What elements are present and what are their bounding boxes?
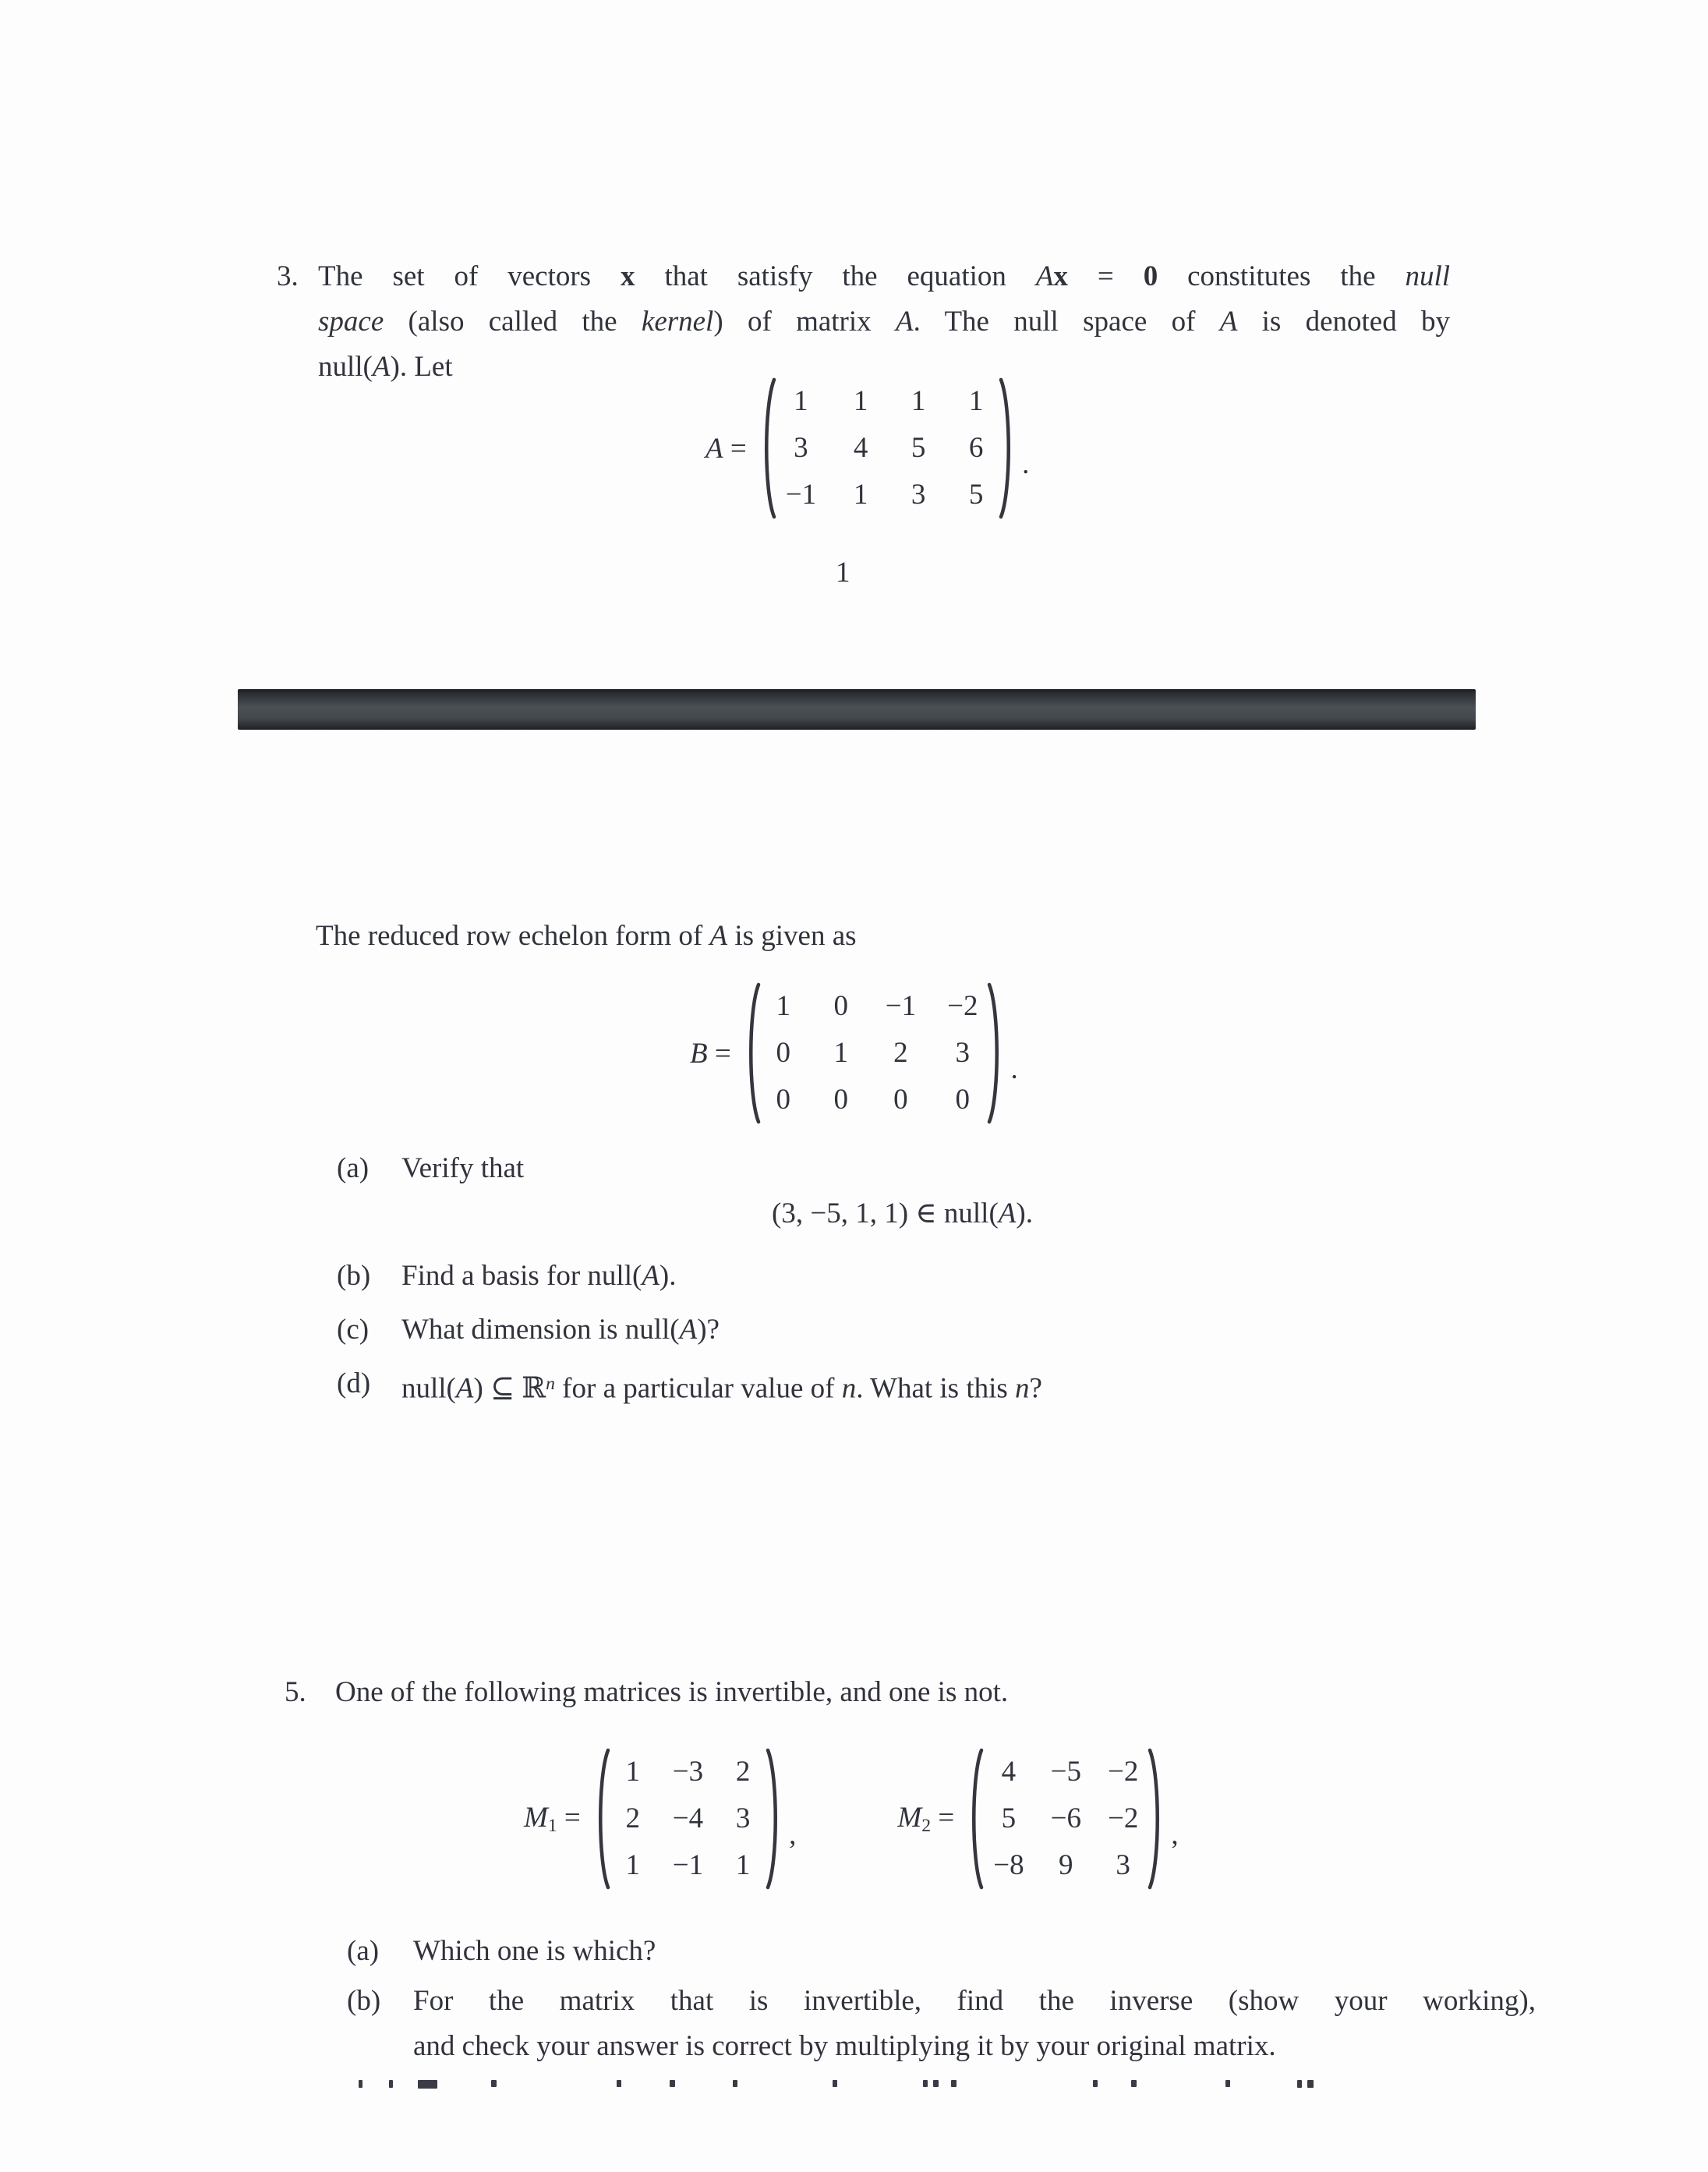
matrix-m1-equation [524,1746,796,1891]
matrix-cell: 1 [853,479,868,511]
matrix-cell: −4 [672,1802,704,1834]
rref-intro-line: The reduced row echelon form of A is given as [316,920,857,952]
question-3-paragraph [318,254,1450,390]
matrix-cell: 1 [794,385,808,417]
matrices-m1-m2-row [524,1746,1179,1891]
matrix-cell: −1 [885,990,917,1022]
matrix-cell: −2 [947,990,978,1022]
q5-sub-item-b [347,1979,1536,2069]
right-paren-icon [764,1746,784,1891]
left-paren-icon [758,376,778,521]
matrix-cell: −1 [785,479,817,511]
matrix-cell: 2 [625,1802,641,1834]
matrix-b-label: B = [690,1037,731,1070]
cutoff-glyph-fragment [1131,2080,1137,2087]
matrix-cell: 1 [968,385,984,417]
q5-sub-item-b-line-1: For the matrix that is invertible, find the inverse (show your working), [413,1985,1536,2017]
cutoff-glyph-fragment [1093,2080,1098,2087]
sub-item-d [337,1361,1042,1412]
matrix-cell: 1 [776,990,790,1022]
paragraph-line-1: The set of vectors x that satisfy the equation Ax = 0 constitutes the null [318,260,1450,292]
question-5-intro: One of the following matrices is invertible, and one is not. [335,1676,1009,1708]
sub-item-a-text: Verify that [401,1152,525,1184]
cutoff-glyph-fragment [670,2080,675,2087]
matrix-cell: −6 [1050,1802,1081,1834]
matrix-cell: 3 [955,1037,971,1069]
cutoff-glyph-fragment [418,2080,437,2089]
matrix-cell: −5 [1050,1756,1081,1788]
matrix-cell: −2 [1107,1756,1139,1788]
matrix-m2-equation [897,1746,1178,1891]
matrix-cell: 0 [776,1037,790,1069]
right-paren-icon [1146,1746,1166,1891]
matrix-cell: 1 [853,385,868,417]
right-paren-icon [997,376,1017,521]
matrix-cell: 0 [833,990,848,1022]
sub-item-c [337,1307,720,1353]
paragraph-line-2: space (also called the kernel) of matrix A. The null space of A is denoted by [318,306,1451,338]
cutoff-glyph-fragment [833,2080,837,2087]
cutoff-glyph-fragment [1297,2080,1302,2088]
cutoff-glyph-fragment [1225,2080,1230,2087]
question-5-item [285,1670,1501,1715]
left-paren-icon [592,1746,612,1891]
matrix-cell: 1 [625,1849,641,1881]
matrix-cell: 1 [911,385,926,417]
matrix-cell: 1 [625,1756,641,1788]
matrix-cell: −8 [993,1849,1024,1881]
left-paren-icon [965,1746,985,1891]
matrix-cell: 4 [853,432,868,464]
matrix-m1-punct: , [789,1818,797,1851]
matrix-b-grid [770,983,978,1123]
cutoff-line-fragments [0,2080,1708,2089]
q5-sub-item-a-text: Which one is which? [413,1935,656,1967]
page-separator-bar [238,689,1476,730]
matrix-cell: 5 [1001,1802,1017,1834]
q5-sub-item-b-line-2: and check your answer is correct by multiplying it by your original matrix. [413,2030,1276,2062]
cutoff-glyph-fragment [491,2080,497,2087]
question-3-number: 3. [277,260,299,292]
matrix-cell: 9 [1059,1849,1073,1881]
matrix-cell: 3 [1116,1849,1130,1881]
matrix-cell: 0 [955,1084,971,1116]
question-5-number: 5. [285,1676,306,1708]
sub-item-a-label: (a) [337,1152,370,1184]
matrix-cell: 1 [833,1037,848,1069]
cutoff-glyph-fragment [733,2080,737,2087]
matrix-cell: 5 [911,432,926,464]
matrix-cell: 3 [794,432,808,464]
page-number: 1 [836,557,850,589]
matrix-m2-label: $M_2$ = [897,1802,955,1836]
matrix-cell: 0 [893,1084,908,1116]
matrix-b-punct: . [1010,1052,1018,1085]
matrix-a-equation [705,376,1029,521]
matrix-a-punct: . [1022,447,1030,480]
right-paren-icon [985,981,1006,1126]
matrix-cell: 2 [735,1756,751,1788]
cutoff-glyph-fragment [933,2080,939,2087]
question-3-item [277,254,1450,390]
matrix-cell: 1 [735,1849,751,1881]
matrix-cell: 3 [911,479,926,511]
matrix-cell: 0 [776,1084,790,1116]
cutoff-glyph-fragment [1307,2080,1314,2088]
cutoff-glyph-fragment [923,2080,928,2087]
q5-sub-item-a-label: (a) [347,1935,380,1967]
matrix-m1-label: $M_1$ = [524,1802,581,1836]
cutoff-glyph-fragment [389,2080,393,2088]
matrix-cell: 6 [968,432,984,464]
null-membership-equation: (3, −5, 1, 1) ∈ null(A). [772,1197,1033,1229]
sub-item-b-label: (b) [337,1260,371,1292]
sub-item-d-text: null(A) ⊆ ℝ$^n$ for a particular value of n. What is this n? [401,1372,1042,1405]
sub-item-c-label: (c) [337,1314,370,1346]
sub-item-d-label: (d) [337,1367,371,1399]
q5-sub-item-b-label: (b) [347,1985,381,2017]
matrix-cell: −3 [672,1756,704,1788]
q5-sub-item-b-text [413,1979,1536,2069]
matrix-cell: 4 [1001,1756,1017,1788]
sub-item-b [337,1254,677,1299]
q5-sub-item-a [347,1929,656,1974]
cutoff-glyph-fragment [359,2080,362,2088]
matrix-cell: 2 [893,1037,908,1069]
matrix-m2-punct: , [1171,1818,1179,1851]
matrix-a-grid [786,378,989,518]
matrix-cell: −1 [672,1849,704,1881]
matrix-cell: 0 [833,1084,848,1116]
cutoff-glyph-fragment [617,2080,621,2087]
cutoff-glyph-fragment [951,2080,957,2087]
matrix-cell: 5 [968,479,984,511]
sub-item-b-text: Find a basis for null(A). [401,1260,677,1292]
matrix-cell: −2 [1107,1802,1139,1834]
matrix-m2-grid [993,1749,1138,1889]
matrix-a-label: A = [705,432,747,465]
matrix-b-equation [690,981,1018,1126]
matrix-m1-grid [620,1749,756,1889]
left-paren-icon [742,981,762,1126]
matrix-cell: 3 [735,1802,751,1834]
sub-item-a [337,1146,524,1191]
paragraph-line-3: null(A). Let [318,351,453,383]
sub-item-c-text: What dimension is null(A)? [401,1314,720,1346]
